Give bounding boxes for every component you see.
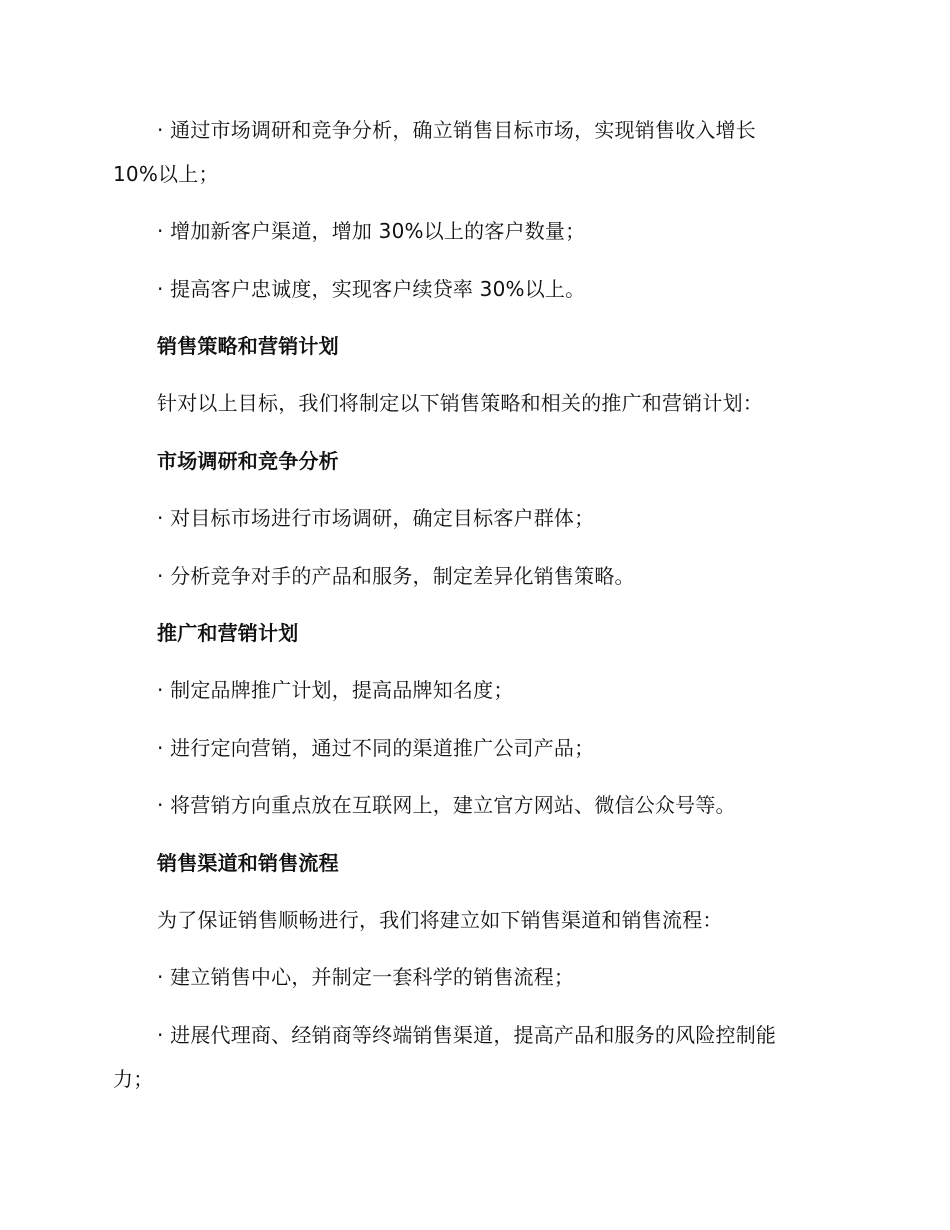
bullet-line: · 分析竞争对手的产品和服务，制定差异化销售策略。 xyxy=(157,564,635,588)
bullet-line: · 通过市场调研和竞争分析，确立销售目标市场，实现销售收入增长 xyxy=(157,118,756,142)
section-heading: 市场调研和竞争分析 xyxy=(157,449,339,473)
paragraph: 针对以上目标，我们将制定以下销售策略和相关的推广和营销计划： xyxy=(157,391,763,415)
bullet-line: · 将营销方向重点放在互联网上，建立官方网站、微信公众号等。 xyxy=(157,793,736,817)
bullet-line: · 进展代理商、经销商等终端销售渠道，提高产品和服务的风险控制能 xyxy=(157,1023,777,1047)
section-heading: 推广和营销计划 xyxy=(157,621,299,645)
bullet-continuation: 10%以上； xyxy=(113,162,219,186)
section-heading: 销售策略和营销计划 xyxy=(157,334,339,358)
bullet-line: · 提高客户忠诚度，实现客户续贷率 30%以上。 xyxy=(157,277,586,301)
section-heading: 销售渠道和销售流程 xyxy=(157,851,339,875)
bullet-line: · 制定品牌推广计划，提高品牌知名度； xyxy=(157,678,514,702)
bullet-continuation: 力； xyxy=(113,1067,154,1091)
bullet-line: · 进行定向营销，通过不同的渠道推广公司产品； xyxy=(157,736,595,760)
bullet-line: · 增加新客户渠道，增加 30%以上的客户数量； xyxy=(157,219,586,243)
bullet-line: · 对目标市场进行市场调研，确定目标客户群体； xyxy=(157,506,595,530)
bullet-line: · 建立销售中心，并制定一套科学的销售流程； xyxy=(157,965,575,989)
paragraph: 为了保证销售顺畅进行，我们将建立如下销售渠道和销售流程： xyxy=(157,908,723,932)
